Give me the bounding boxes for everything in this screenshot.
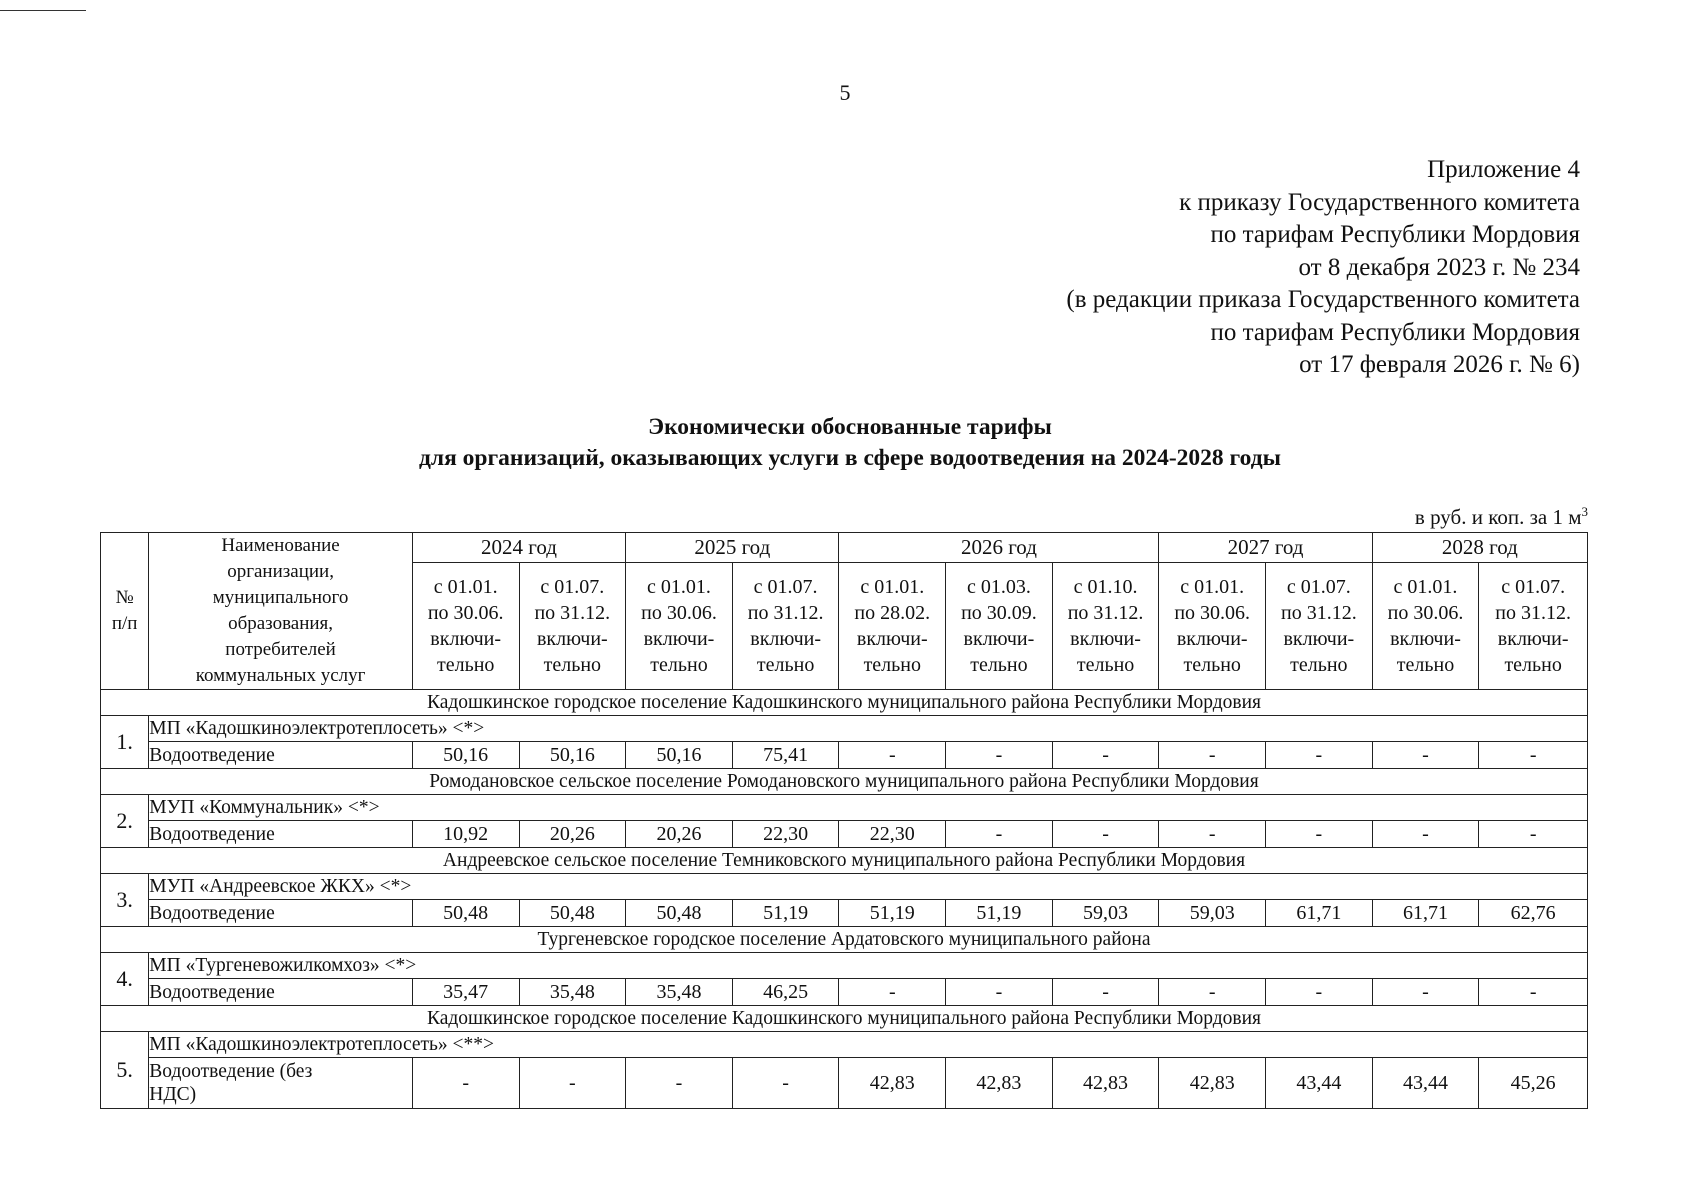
header-period-line: включи- xyxy=(1390,627,1461,650)
header-year: 2026 год xyxy=(839,533,1159,563)
tariff-value: 10,92 xyxy=(412,821,519,848)
header-period-line: по 31.12. xyxy=(1495,601,1571,624)
header-period-line: тельно xyxy=(756,653,815,676)
tariff-value: - xyxy=(1159,742,1266,769)
tariff-value: 42,83 xyxy=(1052,1058,1159,1109)
document-title xyxy=(200,412,1500,474)
district-name: Кадошкинское городское поселение Кадошкинского муниципального района Республики Мордовия xyxy=(101,1006,1588,1032)
tariff-value: 51,19 xyxy=(839,900,946,927)
service-name xyxy=(149,821,413,848)
header-period-line: по 30.06. xyxy=(641,601,717,624)
header-period-line: включи- xyxy=(1283,627,1355,650)
tariff-value: 50,16 xyxy=(626,742,733,769)
header-period-line: включи- xyxy=(963,627,1035,650)
units-text: в руб. и коп. за 1 м xyxy=(1414,505,1582,529)
header-period xyxy=(732,562,839,689)
header-period-line: по 31.12. xyxy=(534,601,611,624)
header-year: 2025 год xyxy=(626,533,839,563)
header-name-line: муниципального xyxy=(212,587,349,608)
tariff-value: 50,16 xyxy=(412,742,519,769)
tariff-value: - xyxy=(1159,979,1266,1006)
header-period-line: по 30.06. xyxy=(1174,601,1251,624)
header-period-line: по 31.12. xyxy=(747,601,824,624)
service-name-line: Водоотведение xyxy=(149,744,275,766)
table-body xyxy=(101,690,1588,1109)
tariff-value: 50,48 xyxy=(626,900,733,927)
organization-row xyxy=(101,953,1588,979)
header-name-line: организации, xyxy=(227,561,334,582)
header-period-line: включи- xyxy=(1070,627,1141,650)
tariff-value: - xyxy=(1372,979,1479,1006)
organization-row xyxy=(101,795,1588,821)
tariff-value: 20,26 xyxy=(626,821,733,848)
header-period-line: тельно xyxy=(1396,653,1455,676)
service-name-line: Водоотведение (без xyxy=(149,1061,313,1082)
header-period-line: включи- xyxy=(1497,627,1569,650)
service-name xyxy=(149,742,413,769)
header-period xyxy=(626,562,733,689)
header-period-line: включи- xyxy=(430,627,502,650)
header-period-line: тельно xyxy=(863,653,921,676)
tariff-value: 51,19 xyxy=(732,900,839,927)
header-period-line: включи- xyxy=(1176,627,1248,650)
header-year: 2024 год xyxy=(412,533,625,563)
tariff-value: 43,44 xyxy=(1372,1058,1479,1109)
header-period xyxy=(412,562,519,689)
district-name: Кадошкинское городское поселение Кадошкинского муниципального района Республики Мордовия xyxy=(101,690,1588,716)
tariff-value: - xyxy=(1266,742,1373,769)
organization-row xyxy=(101,874,1588,900)
tariff-value: 35,47 xyxy=(412,979,519,1006)
header-period-line: включи- xyxy=(536,627,608,650)
header-period-line: по 31.12. xyxy=(1067,601,1144,624)
tariff-value: 35,48 xyxy=(626,979,733,1006)
tariff-value: - xyxy=(1052,742,1159,769)
appendix-line: по тарифам Республики Мордовия xyxy=(1210,221,1580,248)
tariff-value: - xyxy=(839,979,946,1006)
tariff-value: - xyxy=(1479,821,1588,848)
service-name-line: НДС) xyxy=(149,1084,197,1105)
header-period xyxy=(1159,562,1266,689)
header-period-line: с 01.07. xyxy=(753,575,818,598)
tariff-value: 46,25 xyxy=(732,979,839,1006)
header-period-line: с 01.07. xyxy=(1501,575,1566,598)
header-period xyxy=(1266,562,1373,689)
header-period-line: по 30.09. xyxy=(961,601,1037,624)
header-name-line: коммунальных услуг xyxy=(195,665,366,686)
tariff-value: - xyxy=(1159,821,1266,848)
tariff-value: 22,30 xyxy=(839,821,946,848)
tariff-value: 22,30 xyxy=(732,821,839,848)
appendix-line: по тарифам Республики Мордовия xyxy=(1210,318,1580,346)
header-period-line: с 01.07. xyxy=(1286,575,1351,598)
tariff-value: - xyxy=(946,979,1053,1006)
service-name-line: Водоотведение xyxy=(149,823,275,845)
header-period-line: тельно xyxy=(1504,653,1562,676)
tariff-value: - xyxy=(1479,979,1588,1006)
service-row xyxy=(101,979,1588,1006)
appendix-line: Приложение 4 xyxy=(1427,156,1580,183)
header-period-line: включи- xyxy=(856,627,928,650)
tariff-value: - xyxy=(1052,979,1159,1006)
organization-row xyxy=(101,1032,1588,1058)
service-name-line: Водоотведение xyxy=(149,902,275,924)
row-number: 4. xyxy=(101,953,149,1006)
district-row xyxy=(101,927,1588,953)
organization-name: МУП «Коммунальник» <*> xyxy=(149,795,1588,821)
service-name xyxy=(149,1058,413,1109)
tariff-value: 50,16 xyxy=(519,742,626,769)
tariff-value: - xyxy=(626,1058,733,1109)
header-period-line: включи- xyxy=(643,627,715,650)
tariff-value: 59,03 xyxy=(1159,900,1266,927)
tariff-value: - xyxy=(519,1058,626,1109)
tariff-value: - xyxy=(1266,979,1373,1006)
title-line: для организаций, оказывающих услуги в сфере водоотведения на 2024-2028 годы xyxy=(419,445,1281,471)
header-year: 2028 год xyxy=(1372,533,1587,563)
organization-name: МП «Кадошкиноэлектротеплосеть» <**> xyxy=(149,1032,1588,1058)
title-line: Экономически обоснованные тарифы xyxy=(648,414,1052,440)
service-row xyxy=(101,742,1588,769)
header-num xyxy=(101,533,149,690)
header-period-line: тельно xyxy=(543,653,602,676)
header-period-line: с 01.07. xyxy=(540,575,605,598)
tariff-value: 61,71 xyxy=(1266,900,1373,927)
header-row-years xyxy=(101,533,1588,563)
organization-row xyxy=(101,716,1588,742)
header-num-line: п/п xyxy=(111,613,138,634)
tariff-value: 75,41 xyxy=(732,742,839,769)
header-period-line: с 01.01. xyxy=(647,575,711,598)
service-name-line: Водоотведение xyxy=(149,981,275,1003)
appendix-line: (в редакции приказа Государственного комитета xyxy=(1066,286,1580,313)
tariff-value: - xyxy=(412,1058,519,1109)
tariff-value: 61,71 xyxy=(1372,900,1479,927)
tariff-value: - xyxy=(839,742,946,769)
district-name: Тургеневское городское поселение Ардатовского муниципального района xyxy=(101,927,1588,953)
header-period-line: тельно xyxy=(1183,653,1241,676)
row-number: 3. xyxy=(101,874,149,927)
header-period xyxy=(1479,562,1588,689)
district-row xyxy=(101,769,1588,795)
page-number: 5 xyxy=(839,80,851,105)
service-row xyxy=(101,821,1588,848)
tariff-value: - xyxy=(1052,821,1159,848)
tariff-value: 50,48 xyxy=(519,900,626,927)
header-period-line: по 30.06. xyxy=(1387,601,1464,624)
units-note xyxy=(1415,504,1588,530)
header-year: 2027 год xyxy=(1159,533,1372,563)
header-name-line: Наименование xyxy=(221,535,340,556)
organization-name: МУП «Андреевское ЖКХ» <*> xyxy=(149,874,1588,900)
tariff-value: - xyxy=(946,742,1053,769)
corner-rule xyxy=(0,10,86,11)
header-period-line: с 01.01. xyxy=(433,575,498,598)
row-number: 2. xyxy=(101,795,149,848)
district-row xyxy=(101,690,1588,716)
organization-name: МП «Тургеневожилкомхоз» <*> xyxy=(149,953,1588,979)
header-period xyxy=(519,562,626,689)
header-period xyxy=(839,562,946,689)
district-name: Ромодановское сельское поселение Ромодановского муниципального района Республики Мордовия xyxy=(101,769,1588,795)
tariff-value: 51,19 xyxy=(946,900,1053,927)
header-period-line: с 01.03. xyxy=(966,575,1031,598)
row-number: 1. xyxy=(101,716,149,769)
appendix-line: от 8 декабря 2023 г. № 234 xyxy=(1298,253,1580,281)
header-name xyxy=(149,533,413,690)
tariff-value: - xyxy=(732,1058,839,1109)
header-period-line: включи- xyxy=(750,627,821,650)
district-row xyxy=(101,1006,1588,1032)
header-period xyxy=(946,562,1053,689)
tariff-table xyxy=(100,532,1588,1109)
header-name-line: потребителей xyxy=(225,639,336,660)
appendix-block xyxy=(1066,154,1580,382)
district-row xyxy=(101,848,1588,874)
header-period-line: по 28.02. xyxy=(854,601,931,624)
header-period-line: с 01.10. xyxy=(1073,575,1138,598)
tariff-value: 42,83 xyxy=(1159,1058,1266,1109)
tariff-value: 45,26 xyxy=(1479,1058,1588,1109)
service-name xyxy=(149,900,413,927)
tariff-value: - xyxy=(1372,821,1479,848)
tariff-value: 59,03 xyxy=(1052,900,1159,927)
tariff-value: - xyxy=(1372,742,1479,769)
tariff-value: 42,83 xyxy=(839,1058,946,1109)
header-period-line: тельно xyxy=(970,653,1028,676)
header-period-line: по 31.12. xyxy=(1280,601,1357,624)
service-row xyxy=(101,1058,1588,1109)
header-name-line: образования, xyxy=(228,613,334,634)
header-period xyxy=(1052,562,1159,689)
units-superscript: 3 xyxy=(1581,504,1588,519)
appendix-line: от 17 февраля 2026 г. № 6) xyxy=(1299,351,1580,378)
service-name xyxy=(149,979,413,1006)
service-row xyxy=(101,900,1588,927)
tariff-value: - xyxy=(1479,742,1588,769)
header-period-line: с 01.01. xyxy=(1393,575,1458,598)
header-period-line: тельно xyxy=(1076,653,1135,676)
organization-name: МП «Кадошкиноэлектротеплосеть» <*> xyxy=(149,716,1588,742)
appendix-line: к приказу Государственного комитета xyxy=(1179,188,1580,216)
header-period xyxy=(1372,562,1479,689)
tariff-value: - xyxy=(946,821,1053,848)
header-period-line: тельно xyxy=(436,653,495,676)
tariff-value: 43,44 xyxy=(1266,1058,1373,1109)
header-period-line: по 30.06. xyxy=(427,601,504,624)
header-period-line: с 01.01. xyxy=(1180,575,1245,598)
row-number: 5. xyxy=(101,1032,149,1109)
tariff-value: 20,26 xyxy=(519,821,626,848)
header-period-line: с 01.01. xyxy=(860,575,925,598)
header-num-line: № xyxy=(115,587,134,608)
tariff-value: 50,48 xyxy=(412,900,519,927)
tariff-value: 35,48 xyxy=(519,979,626,1006)
tariff-value: 42,83 xyxy=(946,1058,1053,1109)
tariff-value: - xyxy=(1266,821,1373,848)
tariff-value: 62,76 xyxy=(1479,900,1588,927)
district-name: Андреевское сельское поселение Темниковского муниципального района Республики Мордовия xyxy=(101,848,1588,874)
header-period-line: тельно xyxy=(1290,653,1348,676)
header-period-line: тельно xyxy=(650,653,708,676)
